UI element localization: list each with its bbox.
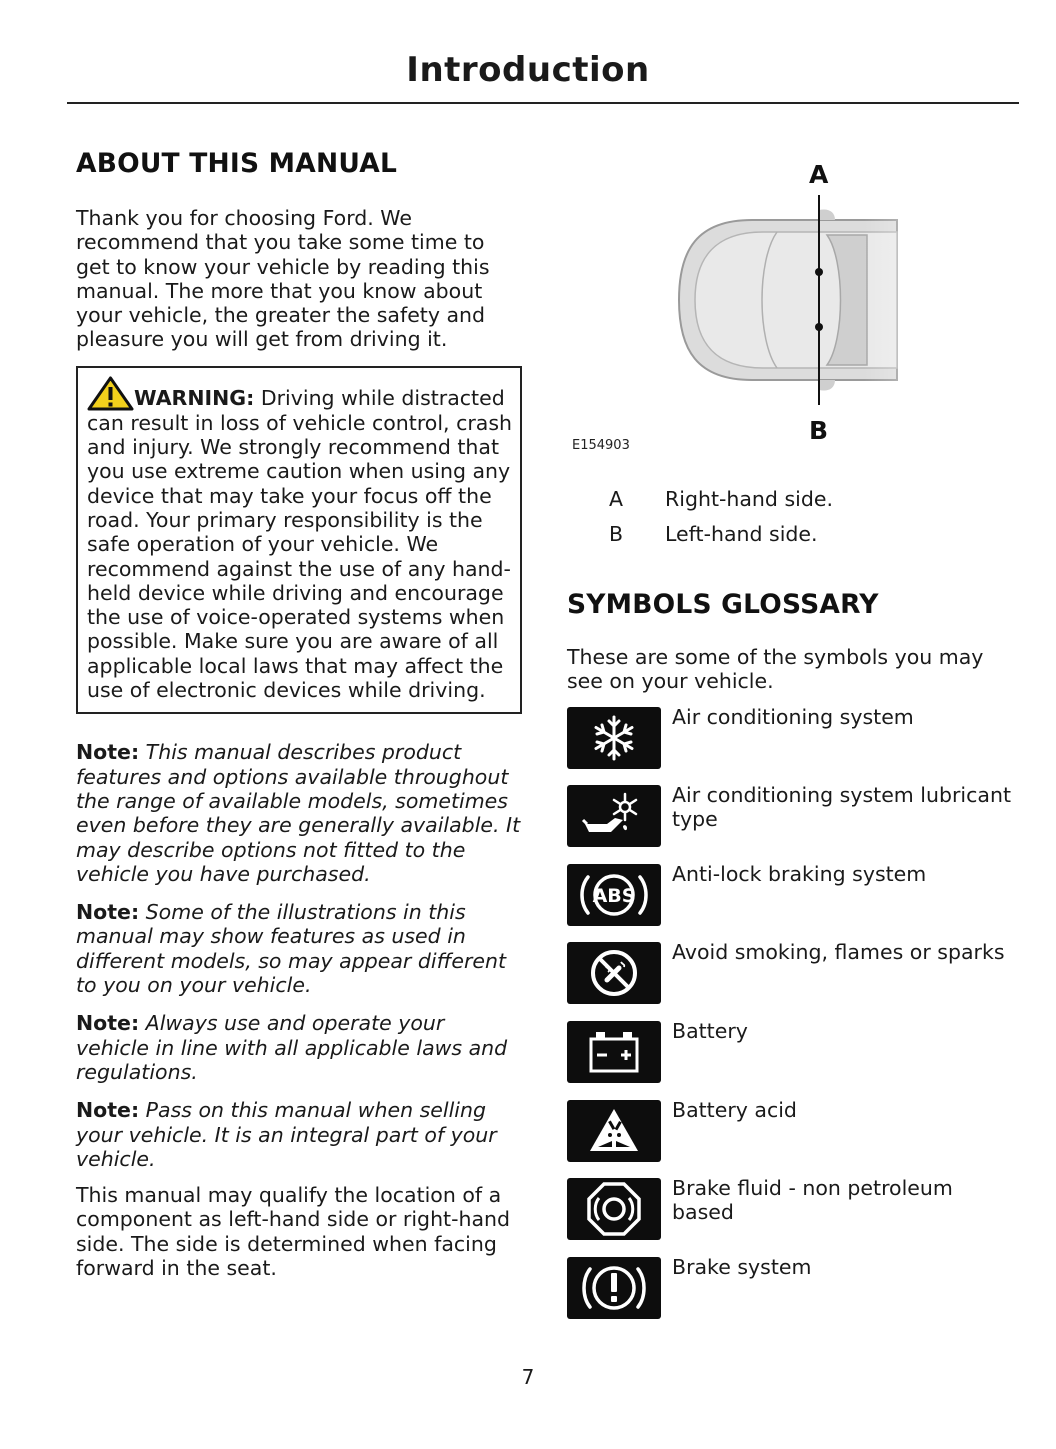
symbol-row bbox=[567, 1178, 1017, 1257]
symbol-row bbox=[567, 1097, 1017, 1179]
intro-paragraph: Thank you for choosing Ford. We recommend that you take some time to get to know your vehicle by reading this manual. The more that you know about your vehicle, the greater the safety and pleasure you will get from driving it. bbox=[76, 206, 490, 352]
symbol-label: Battery bbox=[672, 1018, 748, 1043]
symbol-row bbox=[567, 704, 1017, 786]
symbols-glossary-heading: SYMBOLS GLOSSARY bbox=[567, 589, 879, 620]
note-label: Note: bbox=[76, 900, 140, 925]
abs-text: ABS bbox=[592, 884, 636, 907]
snowflake-icon bbox=[567, 707, 661, 769]
note-text: Always use and operate your vehicle in line with all applicable laws and regulations. bbox=[76, 1011, 508, 1084]
symbols-list bbox=[567, 704, 1017, 1336]
battery-icon bbox=[567, 1021, 661, 1083]
note-label: Note: bbox=[76, 1011, 140, 1036]
right-column bbox=[567, 140, 1017, 1335]
vehicle-side-diagram bbox=[567, 140, 1017, 462]
side-label-a: A bbox=[809, 160, 829, 189]
symbol-row bbox=[567, 785, 1017, 864]
legend-key: B bbox=[608, 522, 624, 546]
note-text: This manual describes product features and options available throughout the range of available models, sometimes even before they are generally available. It may describe options not fitted to the vehicle you have purchased. bbox=[76, 740, 521, 886]
abs-icon bbox=[567, 864, 661, 926]
note-text: Pass on this manual when selling your vehicle. It is an integral part of your vehicle. bbox=[76, 1098, 497, 1171]
note-text: Some of the illustrations in this manual may show features as used in different models, so may appear different to you on your vehicle. bbox=[76, 900, 507, 998]
legend-key: A bbox=[608, 487, 624, 511]
legend-row bbox=[567, 517, 1017, 552]
warning-triangle-icon bbox=[87, 376, 134, 411]
battery-acid-icon bbox=[567, 1100, 661, 1162]
symbol-label: Brake system bbox=[672, 1254, 812, 1279]
note-label: Note: bbox=[76, 1098, 140, 1123]
legend-row bbox=[567, 482, 1017, 517]
symbol-label: Anti-lock braking system bbox=[672, 861, 927, 886]
note-paragraph bbox=[76, 740, 522, 886]
note-paragraph bbox=[76, 1011, 522, 1084]
warning-text: Driving while distracted can result in loss of vehicle control, crash and injury. We strongly recommend that you use extreme caution when using any device that may take your focus off the road. Your primary responsibility is the safe operation of your vehicle. We recommend against the use of any hand-held device while driving and encourage the use of voice-operated systems when possible. Make sure you are aware of all applicable local laws that may affect the use of electronic devices while driving. bbox=[87, 385, 513, 703]
brake-fluid-icon bbox=[567, 1178, 661, 1240]
symbol-label: Air conditioning system bbox=[672, 704, 914, 729]
car-top-view-illustration bbox=[567, 140, 1017, 440]
note-paragraph bbox=[76, 900, 522, 997]
note-label: Note: bbox=[76, 740, 140, 765]
symbol-label: Battery acid bbox=[672, 1097, 797, 1122]
brake-system-icon bbox=[567, 1257, 661, 1319]
warning-box bbox=[76, 366, 522, 715]
symbol-row bbox=[567, 1018, 1017, 1100]
symbol-label: Brake fluid - non petroleum based bbox=[672, 1176, 953, 1225]
side-definition-paragraph: This manual may qualify the location of a component as left-hand side or right-hand side. The side is determined when facing forward in the seat. bbox=[76, 1183, 511, 1280]
ac-lubricant-icon bbox=[567, 785, 661, 847]
symbol-label: Avoid smoking, flames or sparks bbox=[672, 940, 1005, 965]
symbols-intro: These are some of the symbols you may see on your vehicle. bbox=[567, 645, 984, 694]
left-column bbox=[76, 148, 522, 1280]
figure-legend bbox=[567, 482, 1017, 552]
symbol-row bbox=[567, 1254, 1017, 1336]
symbol-row bbox=[567, 861, 1017, 943]
warning-label: WARNING: bbox=[134, 385, 255, 410]
symbol-label: Air conditioning system lubricant type bbox=[672, 783, 1011, 832]
legend-text: Left-hand side. bbox=[665, 522, 818, 546]
side-label-b: B bbox=[809, 416, 829, 445]
figure-code: E154903 bbox=[572, 438, 630, 453]
legend-text: Right-hand side. bbox=[665, 487, 833, 511]
about-manual-heading: ABOUT THIS MANUAL bbox=[76, 148, 398, 179]
page-header-title: Introduction bbox=[406, 50, 650, 90]
no-smoking-icon bbox=[567, 942, 661, 1004]
note-paragraph bbox=[76, 1098, 522, 1171]
symbol-row bbox=[567, 942, 1017, 1021]
page-number: 7 bbox=[521, 1365, 535, 1389]
header-divider bbox=[67, 102, 1019, 104]
